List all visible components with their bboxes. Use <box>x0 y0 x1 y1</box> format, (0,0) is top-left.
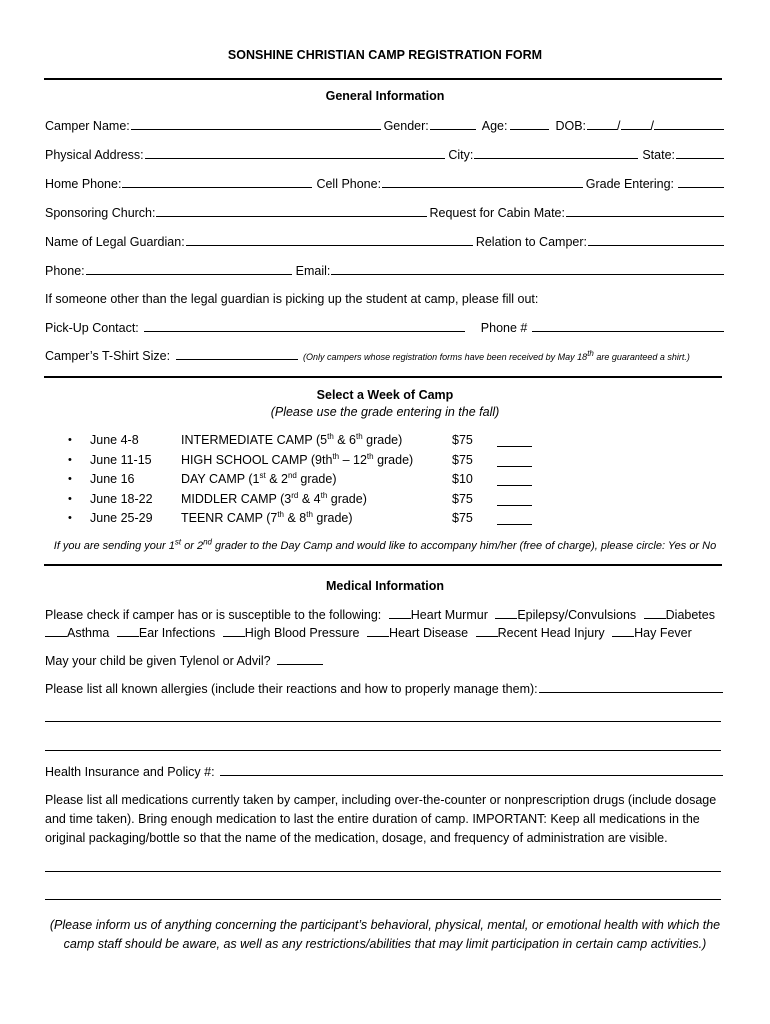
week-select-field[interactable] <box>497 474 532 486</box>
high-blood-pressure-label: High Blood Pressure <box>244 626 360 640</box>
week-date: June 18-22 <box>90 492 153 506</box>
week-camp-name: MIDDLER CAMP (3rd & 4th grade) <box>181 490 367 506</box>
home-phone-field[interactable] <box>122 176 312 188</box>
cell-phone-field[interactable] <box>382 176 583 188</box>
row-address <box>45 147 724 162</box>
bullet: • <box>68 512 72 524</box>
bullet: • <box>68 434 72 446</box>
week-price: $75 <box>452 433 473 447</box>
week-date: June 16 <box>90 472 135 486</box>
closing-note: (Please inform us of anything concerning the participant’s behavioral, physical, mental, or emotional health with which the camp staff should be aware, as well as any restrictions/abilities that may limit participation in certain camp activities.) <box>49 918 721 951</box>
city-field[interactable] <box>474 147 638 159</box>
row-phones <box>45 176 724 191</box>
grade-label: Grade Entering: <box>585 177 674 191</box>
state-field[interactable] <box>676 147 724 159</box>
dob-month-field[interactable] <box>587 118 617 130</box>
pickup-phone-label: Phone # <box>480 321 528 335</box>
epilepsy-check[interactable] <box>495 607 517 619</box>
row-guardian <box>45 234 724 249</box>
row-phone-email <box>45 263 724 278</box>
section-divider <box>44 78 722 80</box>
row-tshirt <box>45 348 724 363</box>
allergies-field[interactable] <box>539 681 723 693</box>
section-divider <box>44 564 722 566</box>
cabin-mate-field[interactable] <box>566 205 724 217</box>
high-blood-pressure-check[interactable] <box>223 625 245 637</box>
grade-field[interactable] <box>678 176 724 188</box>
diabetes-label: Diabetes <box>665 608 715 622</box>
dob-year-field[interactable] <box>654 118 724 130</box>
section-divider <box>44 376 722 378</box>
head-injury-check[interactable] <box>476 625 498 637</box>
week-price: $75 <box>452 492 473 506</box>
week-date: June 25-29 <box>90 511 153 525</box>
week-price: $75 <box>452 453 473 467</box>
insurance-label: Health Insurance and Policy #: <box>45 765 215 779</box>
day-camp-note: If you are sending your 1st or 2nd grader to the Day Camp and would like to accompany him/her (free of charge), please circle: Yes or No <box>53 537 717 552</box>
insurance-field[interactable] <box>220 764 723 776</box>
pickup-contact-field[interactable] <box>144 320 465 332</box>
address-label: Physical Address: <box>45 148 144 162</box>
diabetes-check[interactable] <box>644 607 666 619</box>
week-date: June 11-15 <box>90 453 152 467</box>
week-camp-name: DAY CAMP (1st & 2nd grade) <box>181 470 337 486</box>
dob-slash: / <box>617 119 621 133</box>
check-intro: Please check if camper has or is susceptible to the following: <box>45 608 382 622</box>
home-phone-label: Home Phone: <box>45 177 122 191</box>
tylenol-field[interactable] <box>277 653 323 665</box>
dob-label: DOB: <box>555 119 587 133</box>
week-select-field[interactable] <box>497 494 532 506</box>
week-price: $10 <box>452 472 473 486</box>
asthma-label: Asthma <box>67 626 110 640</box>
week-camp-name: TEENR CAMP (7th & 8th grade) <box>181 509 353 525</box>
row-camper <box>45 118 724 133</box>
church-field[interactable] <box>156 205 426 217</box>
heart-murmur-label: Heart Murmur <box>410 608 488 622</box>
email-label: Email: <box>295 264 331 278</box>
tylenol-label: May your child be given Tylenol or Advil? <box>45 654 271 668</box>
hay-fever-check[interactable] <box>612 625 634 637</box>
general-heading: General Information <box>325 89 445 103</box>
age-label: Age: <box>481 119 508 133</box>
week-subheading: (Please use the grade entering in the fall) <box>270 405 500 419</box>
dob-day-field[interactable] <box>621 118 651 130</box>
relation-field[interactable] <box>588 234 724 246</box>
address-field[interactable] <box>145 147 446 159</box>
week-date: June 4-8 <box>90 433 139 447</box>
age-field[interactable] <box>510 118 549 130</box>
pickup-note: If someone other than the legal guardian is picking up the student at camp, please fill out: <box>45 292 539 306</box>
ear-infections-label: Ear Infections <box>138 626 216 640</box>
hay-fever-label: Hay Fever <box>634 626 692 640</box>
state-label: State: <box>642 148 675 162</box>
tshirt-label: Camper’s T-Shirt Size: <box>45 349 171 363</box>
head-injury-label: Recent Head Injury <box>497 626 605 640</box>
heart-murmur-check[interactable] <box>389 607 411 619</box>
conditions-row-1 <box>45 607 715 622</box>
relation-label: Relation to Camper: <box>475 235 587 249</box>
medications-instructions: Please list all medications currently taken by camper, including over-the-counter or nonprescription drugs (include dosage and time taken). Bring enough medication to last the entire duration of camp. IMPORTANT: Keep all medications in the original packaging/bottle so that the name of the medication, dosage, and frequency of administration are visible. <box>45 793 717 845</box>
guardian-field[interactable] <box>186 234 473 246</box>
week-price: $75 <box>452 511 473 525</box>
pickup-phone-field[interactable] <box>532 320 724 332</box>
phone-field[interactable] <box>86 263 292 275</box>
camper-name-field[interactable] <box>131 118 381 130</box>
dob-slash: / <box>650 119 654 133</box>
gender-label: Gender: <box>383 119 429 133</box>
allergies-line-3[interactable] <box>45 750 721 751</box>
bullet: • <box>68 454 72 466</box>
bullet: • <box>68 473 72 485</box>
row-pickup <box>45 320 724 335</box>
tshirt-note: (Only campers whose registration forms have been received by May 18th are guaranteed a shirt.) <box>303 349 690 362</box>
cell-phone-label: Cell Phone: <box>316 177 382 191</box>
week-select-field[interactable] <box>497 455 532 467</box>
guardian-label: Name of Legal Guardian: <box>45 235 185 249</box>
heart-disease-check[interactable] <box>367 625 389 637</box>
week-select-field[interactable] <box>497 513 532 525</box>
week-camp-name: HIGH SCHOOL CAMP ($9th^{th} - 12th$ grade) <box>181 451 414 467</box>
row-allergies <box>45 681 724 696</box>
row-church <box>45 205 724 220</box>
city-label: City: <box>448 148 474 162</box>
church-label: Sponsoring Church: <box>45 206 156 220</box>
row-insurance <box>45 764 724 779</box>
medical-heading: Medical Information <box>325 579 445 593</box>
medications-line-1[interactable] <box>45 871 721 872</box>
asthma-check[interactable] <box>45 625 67 637</box>
medications-line-2[interactable] <box>45 899 721 900</box>
allergies-line-2[interactable] <box>45 721 721 722</box>
epilepsy-label: Epilepsy/Convulsions <box>517 608 637 622</box>
ear-infections-check[interactable] <box>117 625 139 637</box>
cabin-mate-label: Request for Cabin Mate: <box>429 206 565 220</box>
row-tylenol <box>45 653 323 668</box>
phone-label: Phone: <box>45 264 85 278</box>
email-field[interactable] <box>331 263 724 275</box>
week-camp-name: INTERMEDIATE CAMP (5th & 6th grade) <box>181 431 403 447</box>
bullet: • <box>68 493 72 505</box>
heart-disease-label: Heart Disease <box>388 626 469 640</box>
tshirt-field[interactable] <box>176 348 298 360</box>
week-select-field[interactable] <box>497 435 532 447</box>
allergies-label: Please list all known allergies (include their reactions and how to properly manage them): <box>45 682 538 696</box>
conditions-row-2 <box>45 625 692 640</box>
gender-field[interactable] <box>430 118 476 130</box>
pickup-contact-label: Pick-Up Contact: <box>45 321 139 335</box>
form-title: SONSHINE CHRISTIAN CAMP REGISTRATION FORM <box>227 48 543 62</box>
camper-name-label: Camper Name: <box>45 119 130 133</box>
week-heading: Select a Week of Camp <box>316 388 454 402</box>
